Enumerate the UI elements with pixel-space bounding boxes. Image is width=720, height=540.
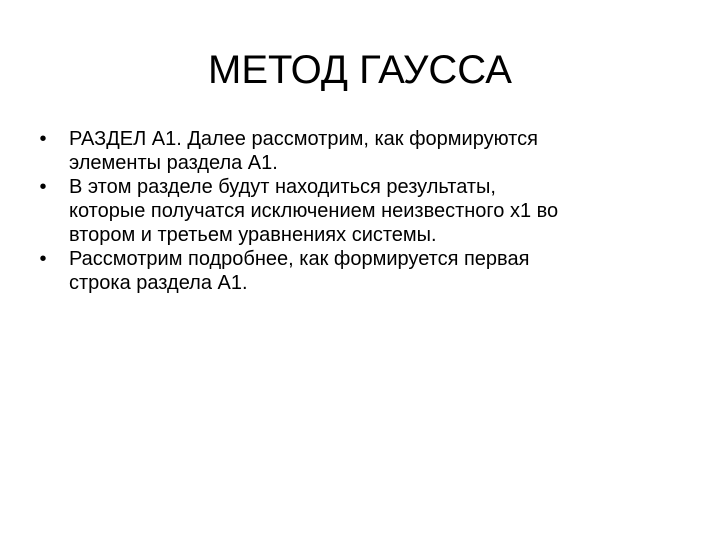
slide-title: МЕТОД ГАУССА bbox=[208, 48, 512, 92]
bullet-text: РАЗДЕЛ А1. Далее рассмотрим, как формируются элементы раздела А1. bbox=[69, 128, 538, 174]
bullet-icon: • bbox=[39, 128, 47, 150]
bullet-item bbox=[36, 127, 676, 175]
bullet-icon: • bbox=[39, 248, 47, 270]
bullet-item bbox=[36, 175, 676, 247]
bullet-item bbox=[36, 247, 676, 295]
bullet-text: В этом разделе будут находиться результаты, которые получатся исключением неизвестного х1 во втором и третьем уравнениях системы. bbox=[69, 176, 559, 246]
bullet-text: Рассмотрим подробнее, как формируется первая строка раздела А1. bbox=[69, 248, 530, 294]
bullet-list bbox=[36, 127, 676, 295]
bullet-icon: • bbox=[39, 176, 47, 198]
